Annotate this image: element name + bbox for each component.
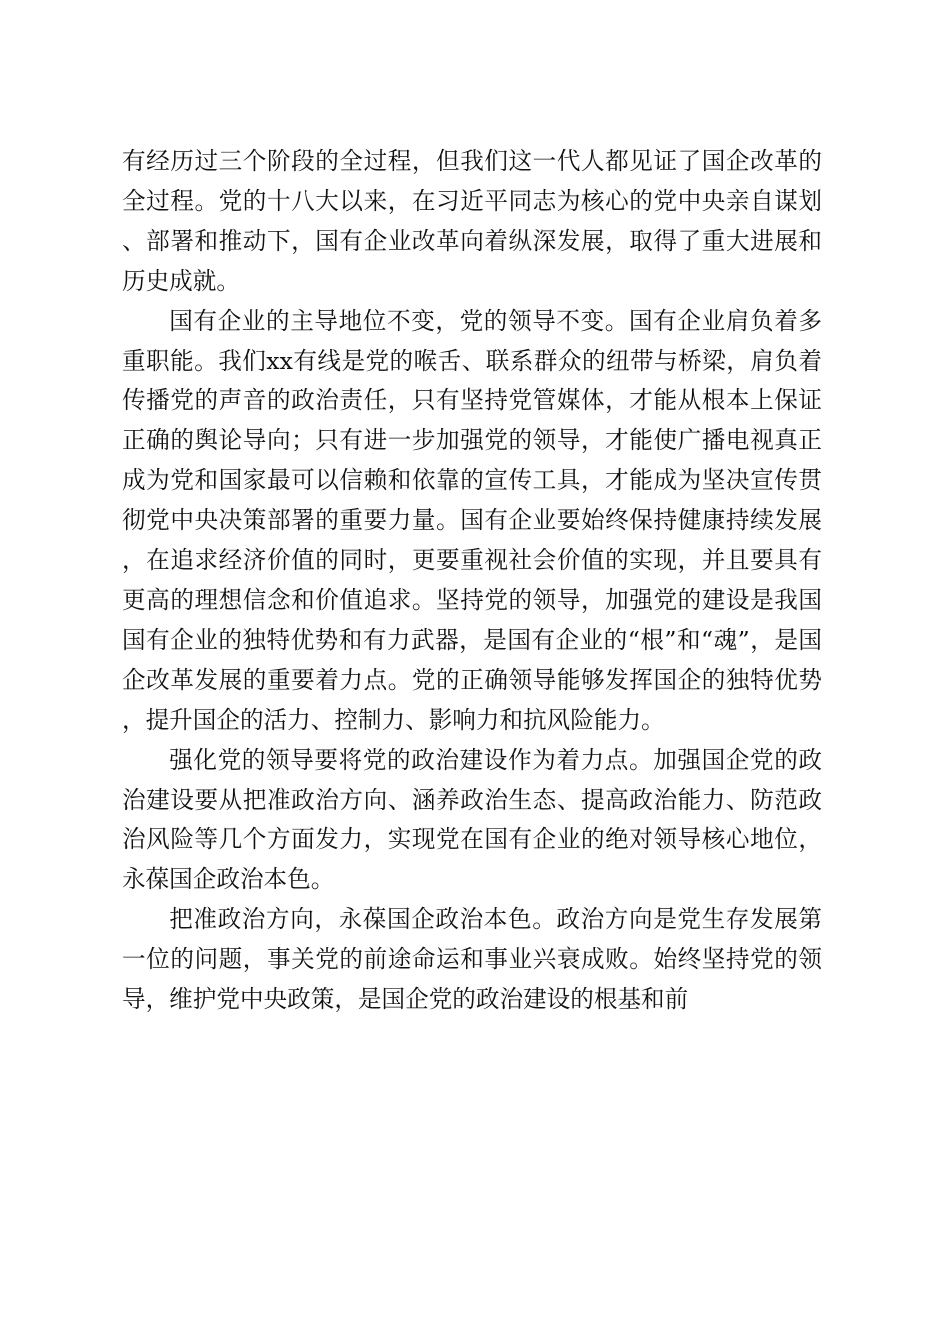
- paragraph-4: 把准政治方向，永葆国企政治本色。政治方向是党生存发展第一位的问题，事关党的前途命运和事业兴衰成败。始终坚持党的领导，维护党中央政策，是国企党的政治建设的根基和前: [122, 905, 822, 1014]
- paragraph-2: 国有企业的主导地位不变，党的领导不变。国有企业肩负着多重职能。我们xx有线是党的喉舌、联系群众的纽带与桥梁，肩负着传播党的声音的政治责任，只有坚持党管媒体，才能从根本上保证正确的舆论导向；只有进一步加强党的领导，才能使广播电视真正成为党和国家最可以信赖和依靠的宣传工具，才能成为坚决宣传贯彻党中央决策部署的重要力量。国有企业要始终保持健康持续发展，在追求经济价值的同时，更要重视社会价值的实现，并且要具有更高的理想信念和价值追求。坚持党的领导，加强党的建设是我国国有企业的独特优势和有力武器，是国有企业的“根”和“魂”，是国企改革发展的重要着力点。党的正确领导能够发挥国企的独特优势，提升国企的活力、控制力、影响力和抗风险能力。: [122, 306, 822, 734]
- document-body: [122, 142, 822, 1020]
- paragraph-3: 强化党的领导要将党的政治建设作为着力点。加强国企党的政治建设要从把准政治方向、涵养政治生态、提高政治能力、防范政治风险等几个方面发力，实现党在国有企业的绝对领导核心地位，永葆国企政治本色。: [122, 745, 822, 894]
- paragraph-1: 有经历过三个阶段的全过程，但我们这一代人都见证了国企改革的全过程。党的十八大以来，在习近平同志为核心的党中央亲自谋划、部署和推动下，国有企业改革向着纵深发展，取得了重大进展和历史成就。: [122, 147, 822, 295]
